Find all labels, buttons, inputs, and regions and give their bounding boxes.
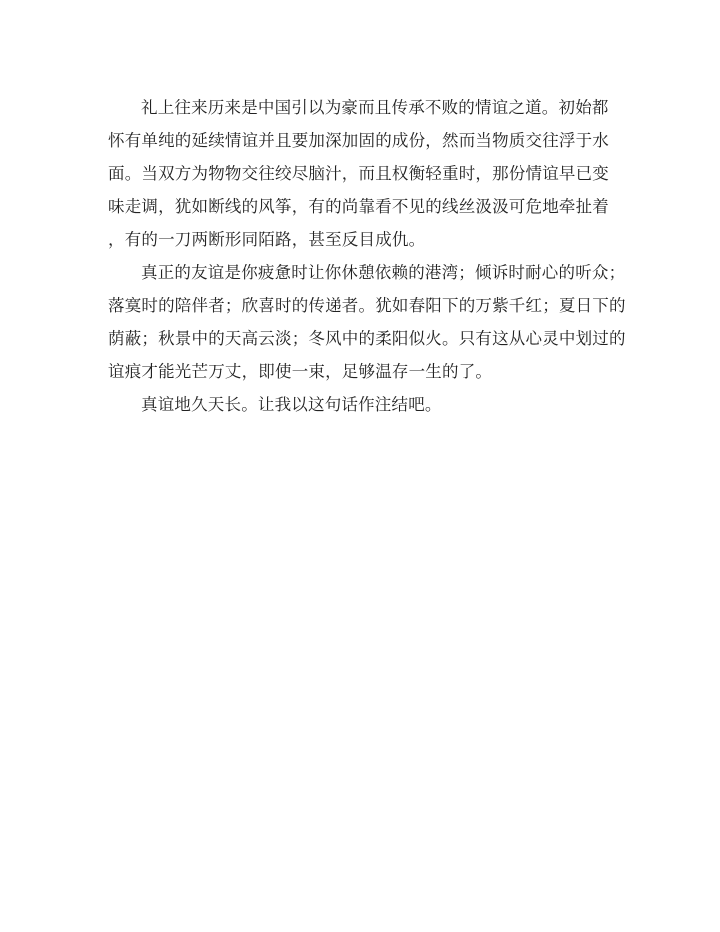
paragraph-2 <box>108 256 626 388</box>
text-line: 面。当双方为物物交往绞尽脑汁，而且权衡轻重时，那份情谊早已变 <box>108 164 609 183</box>
paragraph-1 <box>108 91 616 256</box>
text-line: 谊痕才能光芒万丈，即使一束，足够温存一生的了。 <box>108 362 493 381</box>
text-line: 真谊地久天长。让我以这句话作注结吧。 <box>141 395 442 414</box>
document-body <box>108 91 626 421</box>
text-line: 荫蔽；秋景中的天高云淡；冬风中的柔阳似火。只有这从心灵中划过的 <box>108 329 626 348</box>
text-line: 怀有单纯的延续情谊并且要加深加固的成份，然而当物质交往浮于水 <box>108 131 609 150</box>
text-line: 礼上往来历来是中国引以为豪而且传承不败的情谊之道。初始都 <box>141 98 609 117</box>
text-line: 真正的友谊是你疲惫时让你休憩依赖的港湾；倾诉时耐心的听众； <box>141 263 626 282</box>
paragraph-3 <box>108 388 616 421</box>
text-line: 味走调，犹如断线的风筝，有的尚靠看不见的线丝汲汲可危地牵扯着 <box>108 197 609 216</box>
text-line: ，有的一刀两断形同陌路，甚至反目成仇。 <box>108 230 426 249</box>
text-line: 落寞时的陪伴者；欣喜时的传递者。犹如春阳下的万紫千红；夏日下的 <box>108 296 626 315</box>
